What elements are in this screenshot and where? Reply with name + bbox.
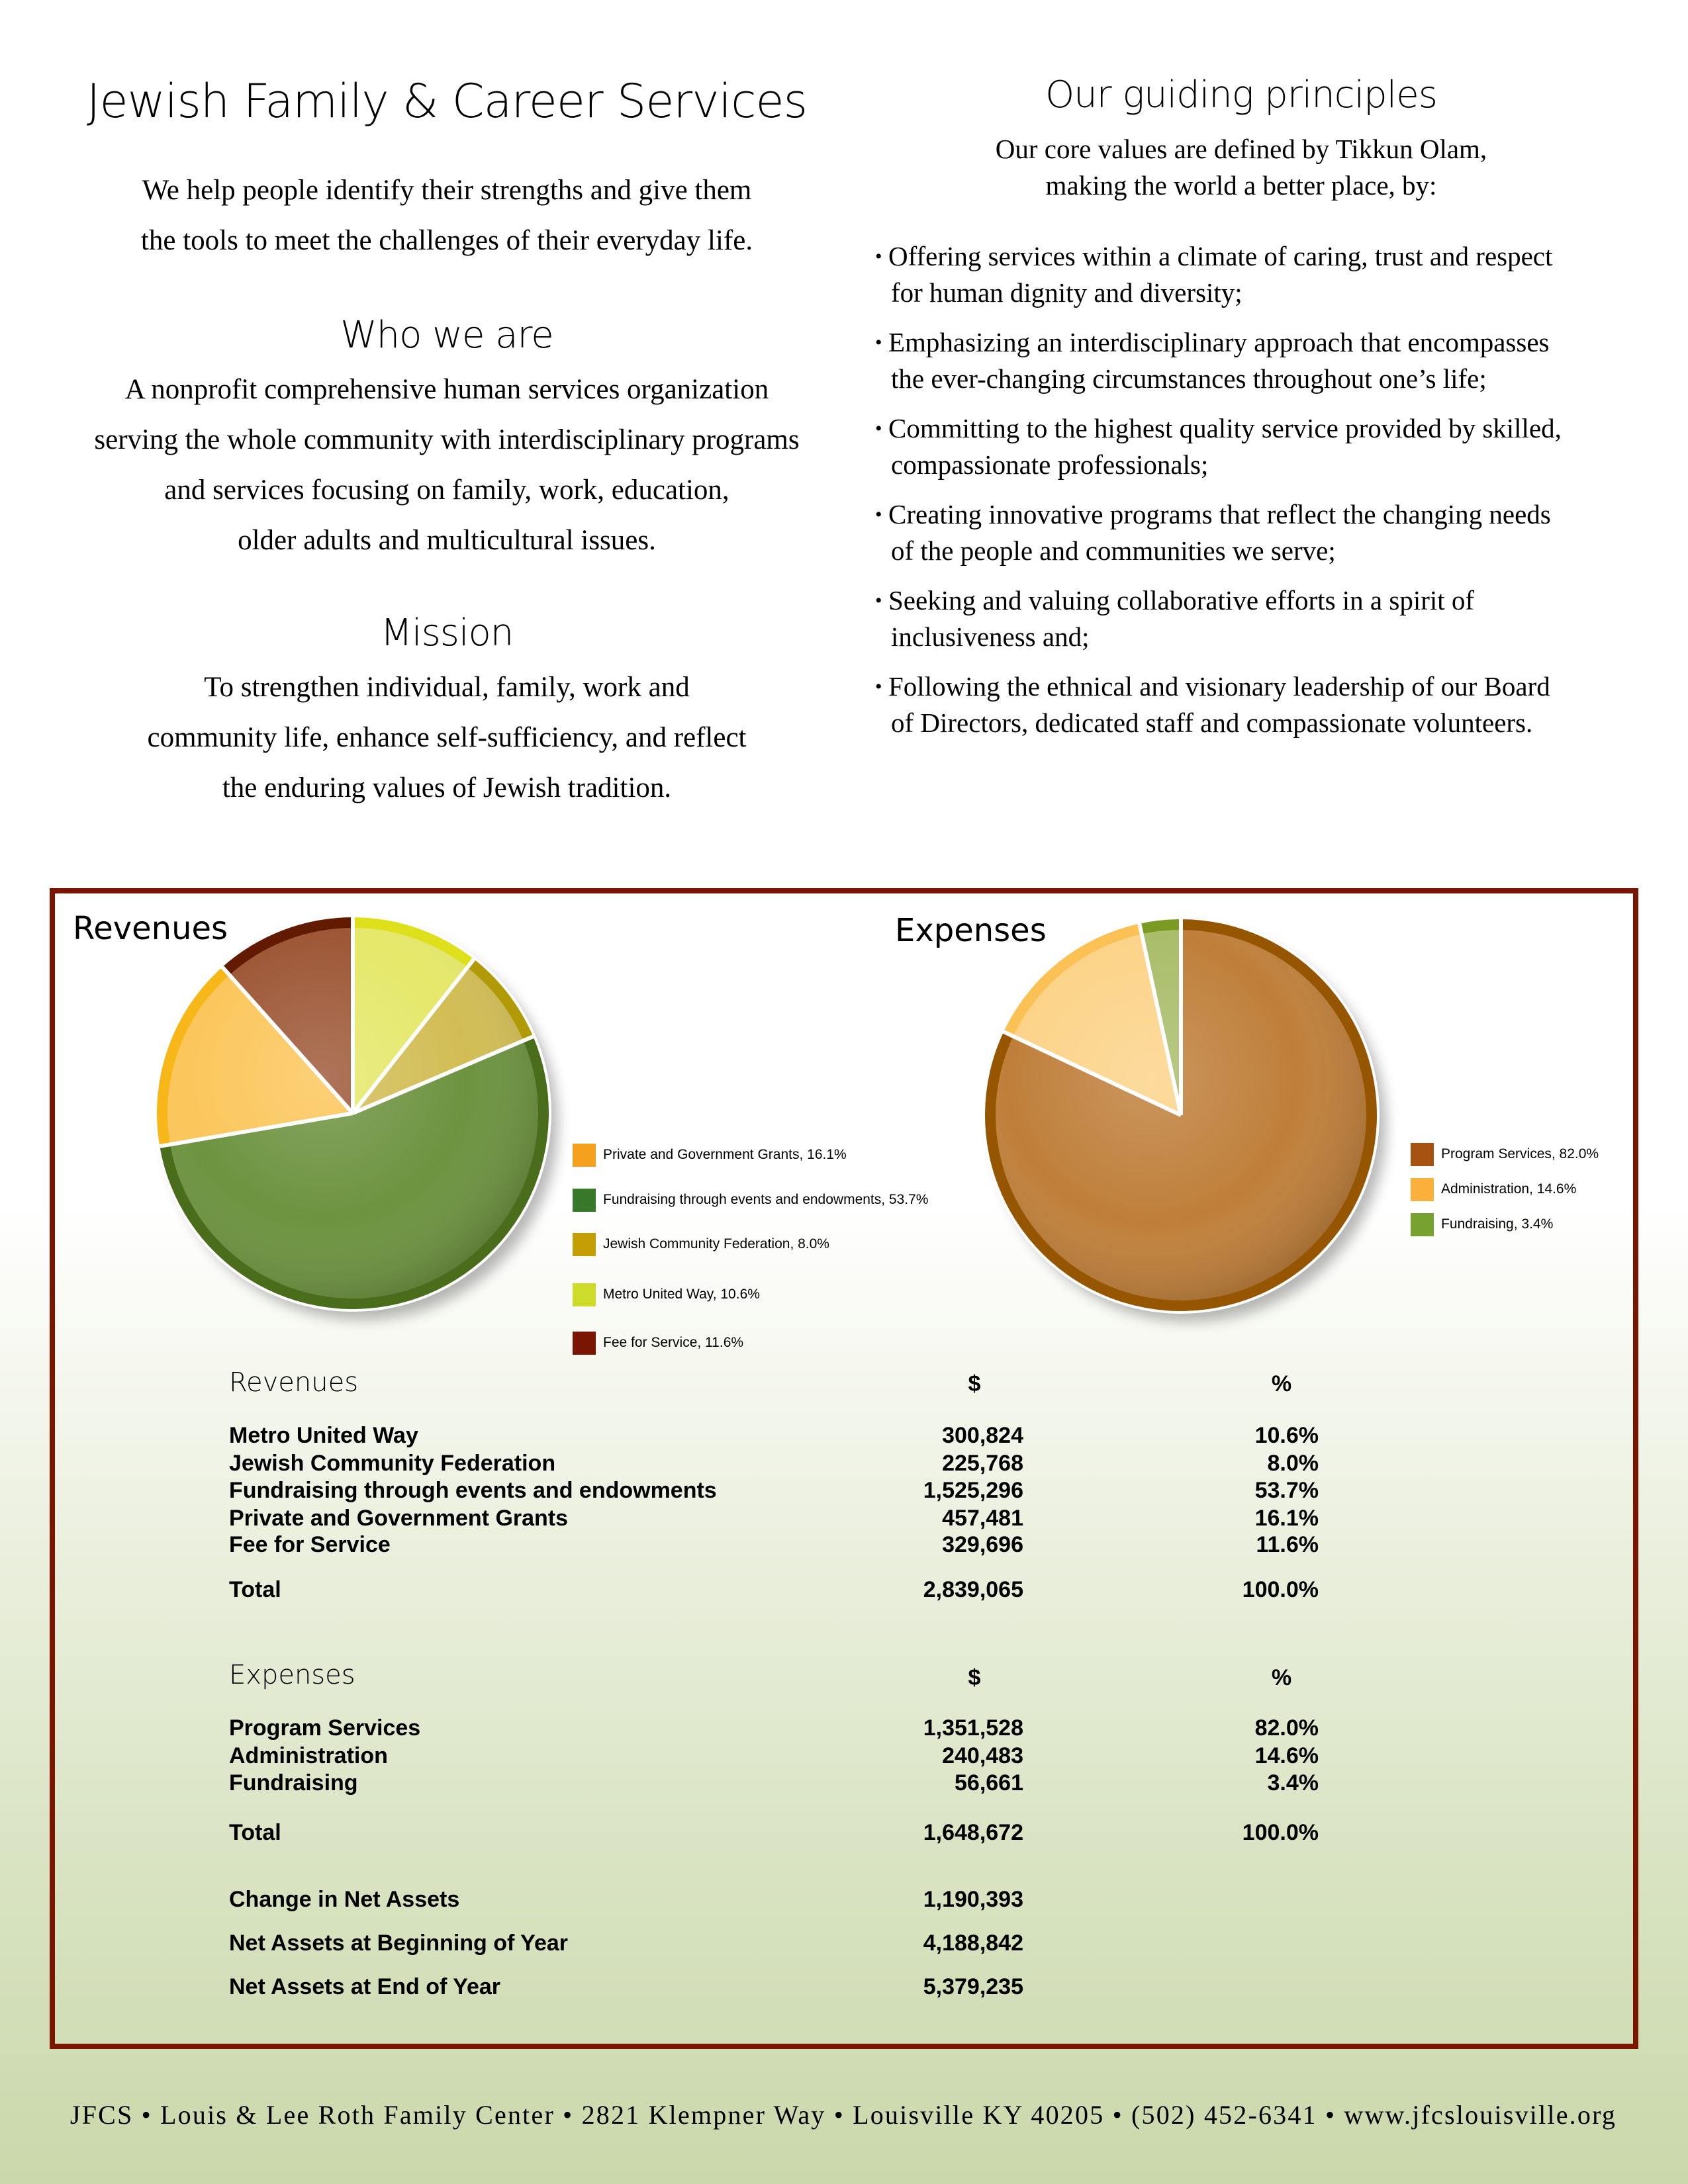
- who-line: older adults and multicultural issues.: [238, 525, 656, 556]
- row-label: Total: [229, 1577, 281, 1602]
- principle-item: [867, 668, 1662, 754]
- revenues-percent-column-header: %: [1271, 1371, 1292, 1396]
- row-amount: 329,696: [942, 1532, 1023, 1557]
- table-row: [229, 1715, 1354, 1743]
- row-label: Fundraising: [229, 1770, 358, 1796]
- intro-paragraph: [60, 165, 834, 266]
- row-amount: 2,839,065: [923, 1577, 1023, 1602]
- principle-item: [867, 324, 1662, 410]
- table-row: [229, 1478, 1354, 1506]
- bullet-icon: •: [875, 332, 882, 353]
- revenues-legend: [573, 1144, 970, 1362]
- who-we-are-body: [60, 365, 834, 566]
- row-label: Change in Net Assets: [229, 1887, 460, 1912]
- legend-label: Fee for Service, 11.6%: [603, 1335, 744, 1350]
- row-percent: 16.1%: [1254, 1506, 1319, 1531]
- table-row: [229, 1451, 1354, 1479]
- footer-contact-line: JFCS • Louis & Lee Roth Family Center • 2821 Klempner Way • Louisville KY 40205 • (502) 452-6341 • www.jfcslouisville.org: [70, 2100, 1617, 2130]
- table-row: [229, 1423, 1354, 1451]
- legend-label: Private and Government Grants, 16.1%: [603, 1147, 847, 1162]
- principle-line: of Directors, dedicated staff and compassionate volunteers.: [891, 707, 1533, 738]
- row-percent: 100.0%: [1242, 1577, 1319, 1602]
- row-percent: 100.0%: [1242, 1820, 1319, 1845]
- mission-heading: Mission: [380, 612, 514, 655]
- row-label: Net Assets at Beginning of Year: [229, 1931, 569, 1956]
- row-percent: 11.6%: [1256, 1532, 1319, 1557]
- legend-label: Administration, 14.6%: [1441, 1181, 1577, 1197]
- principle-line: Committing to the highest quality service provided by skilled,: [888, 413, 1562, 443]
- table-row: [229, 1506, 1354, 1533]
- row-amount: 1,190,393: [923, 1887, 1023, 1912]
- row-label: Metro United Way: [229, 1423, 418, 1448]
- expenses-legend: [1411, 1143, 1622, 1242]
- principle-item: [867, 582, 1662, 668]
- row-amount: 4,188,842: [923, 1931, 1023, 1956]
- row-amount: 300,824: [942, 1423, 1023, 1448]
- who-we-are-heading: Who we are: [340, 314, 553, 357]
- net-assets-row: [229, 1974, 1354, 2002]
- principles-list: [867, 238, 1662, 754]
- bullet-icon: •: [875, 590, 882, 612]
- legend-label: Metro United Way, 10.6%: [603, 1287, 760, 1302]
- row-label: Total: [229, 1820, 281, 1845]
- principle-line: compassionate professionals;: [891, 449, 1209, 480]
- row-label: Fundraising through events and endowments: [229, 1478, 717, 1503]
- row-amount: 457,481: [942, 1506, 1023, 1531]
- mission-line: community life, enhance self-sufficiency, and reflect: [147, 722, 747, 753]
- row-label: Administration: [229, 1743, 388, 1768]
- page-title: Jewish Family & Career Services: [86, 74, 808, 128]
- principle-line: Offering services within a climate of caring, trust and respect: [888, 241, 1553, 271]
- principle-line: inclusiveness and;: [891, 621, 1090, 652]
- total-row: [229, 1820, 1354, 1848]
- expenses-amount-column-header: $: [968, 1665, 981, 1690]
- revenues-table-heading: Revenues: [229, 1367, 359, 1398]
- principle-item: [867, 410, 1662, 496]
- revenues-chart-title: Revenues: [73, 910, 228, 947]
- row-percent: 10.6%: [1254, 1423, 1319, 1448]
- principle-item: [867, 238, 1662, 324]
- legend-label: Jewish Community Federation, 8.0%: [603, 1236, 829, 1251]
- principle-line: for human dignity and diversity;: [891, 277, 1243, 308]
- legend-swatch: [573, 1233, 596, 1256]
- mission-body: [60, 662, 834, 813]
- row-label: Net Assets at End of Year: [229, 1974, 501, 1999]
- legend-swatch: [1411, 1178, 1434, 1201]
- table-row: [229, 1743, 1354, 1771]
- intro-line: We help people identify their strengths and give them: [142, 175, 752, 206]
- expenses-chart-title: Expenses: [895, 912, 1047, 949]
- row-amount: 1,351,528: [923, 1715, 1023, 1741]
- total-row: [229, 1577, 1354, 1605]
- expenses-table-heading: Expenses: [229, 1660, 355, 1690]
- principle-line: Creating innovative programs that reflect the changing needs: [888, 499, 1551, 529]
- principle-line: of the people and communities we serve;: [891, 535, 1336, 566]
- revenues-amount-column-header: $: [968, 1371, 981, 1396]
- legend-swatch: [1411, 1143, 1434, 1166]
- bullet-icon: •: [875, 246, 882, 267]
- row-label: Jewish Community Federation: [229, 1451, 556, 1476]
- guiding-principles-intro: [867, 131, 1615, 204]
- gp-intro-line: Our core values are defined by Tikkun Olam,: [995, 134, 1487, 164]
- row-amount: 1,648,672: [923, 1820, 1023, 1845]
- legend-swatch: [573, 1283, 596, 1306]
- principle-line: Seeking and valuing collaborative efforts in a spirit of: [888, 585, 1475, 615]
- principle-line: Following the ethnical and visionary leadership of our Board: [888, 671, 1550, 702]
- principle-item: [867, 496, 1662, 582]
- expenses-pie-chart: [969, 903, 1393, 1327]
- bullet-icon: •: [875, 504, 882, 525]
- row-amount: 225,768: [942, 1451, 1023, 1476]
- legend-swatch: [573, 1332, 596, 1355]
- row-percent: 82.0%: [1254, 1715, 1319, 1741]
- bullet-icon: •: [875, 676, 882, 698]
- row-label: Private and Government Grants: [229, 1506, 569, 1531]
- who-line: A nonprofit comprehensive human services organization: [124, 374, 769, 405]
- mission-line: To strengthen individual, family, work and: [204, 672, 690, 703]
- table-row: [229, 1532, 1354, 1560]
- row-amount: 240,483: [942, 1743, 1023, 1768]
- row-percent: 3.4%: [1267, 1770, 1319, 1796]
- net-assets-row: [229, 1887, 1354, 1915]
- row-percent: 53.7%: [1254, 1478, 1319, 1503]
- legend-swatch: [573, 1189, 596, 1212]
- table-row: [229, 1770, 1354, 1798]
- legend-label: Fundraising through events and endowments, 53.7%: [603, 1192, 929, 1207]
- who-line: and services focusing on family, work, education,: [164, 475, 729, 506]
- net-assets-row: [229, 1931, 1354, 1958]
- expenses-percent-column-header: %: [1271, 1665, 1292, 1690]
- row-percent: 8.0%: [1267, 1451, 1319, 1476]
- row-label: Program Services: [229, 1715, 421, 1741]
- row-amount: 56,661: [955, 1770, 1023, 1796]
- row-amount: 1,525,296: [923, 1478, 1023, 1503]
- guiding-principles-heading: Our guiding principles: [1045, 73, 1437, 116]
- legend-label: Fundraising, 3.4%: [1441, 1216, 1554, 1232]
- legend-label: Program Services, 82.0%: [1441, 1146, 1599, 1161]
- principle-line: the ever-changing circumstances throughout one’s life;: [891, 363, 1487, 394]
- legend-swatch: [1411, 1213, 1434, 1236]
- who-line: serving the whole community with interdisciplinary programs: [94, 424, 800, 455]
- bullet-icon: •: [875, 418, 882, 439]
- mission-line: the enduring values of Jewish tradition.: [222, 772, 672, 803]
- legend-swatch: [573, 1144, 596, 1167]
- gp-intro-line: making the world a better place, by:: [1045, 170, 1437, 201]
- revenues-pie-chart: [141, 901, 565, 1325]
- row-amount: 5,379,235: [923, 1974, 1023, 1999]
- intro-line: the tools to meet the challenges of their everyday life.: [140, 225, 753, 256]
- principle-line: Emphasizing an interdisciplinary approach that encompasses: [888, 327, 1550, 357]
- row-percent: 14.6%: [1254, 1743, 1319, 1768]
- row-label: Fee for Service: [229, 1532, 391, 1557]
